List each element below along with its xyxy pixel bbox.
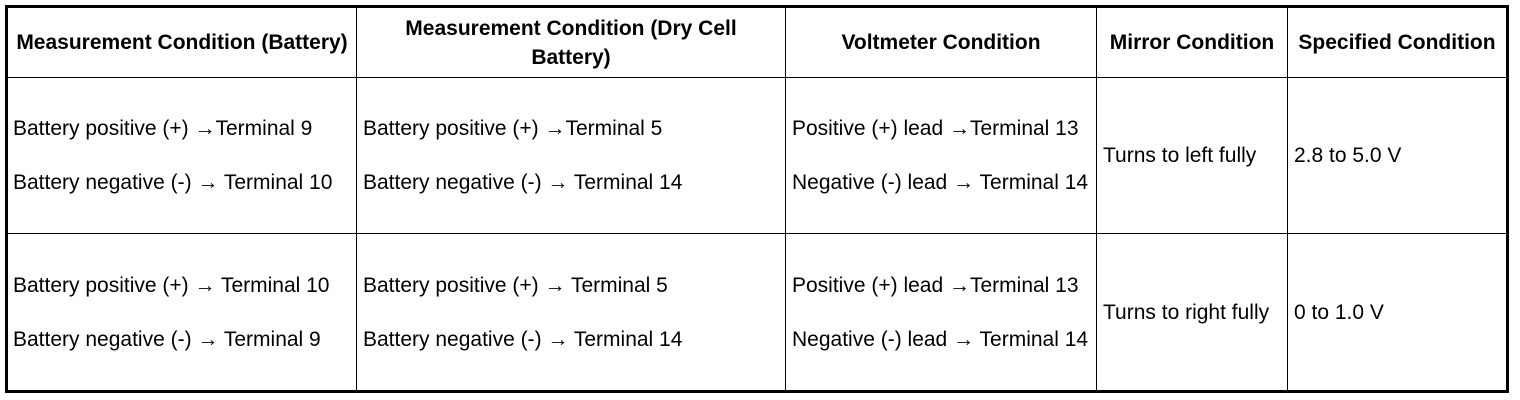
voltmeter-positive-lead: Positive (+) lead →Terminal 13 — [792, 117, 1079, 141]
voltmeter-positive-lead: Positive (+) lead →Terminal 13 — [792, 273, 1079, 297]
cell-voltmeter-condition — [786, 78, 1097, 234]
header-measurement-battery: Measurement Condition (Battery) — [7, 7, 357, 78]
dry-cell-negative-connection: Battery negative (-) → Terminal 14 — [363, 327, 683, 351]
cell-battery-condition — [7, 78, 357, 234]
battery-positive-connection: Battery positive (+) → Terminal 10 — [13, 273, 330, 297]
cell-mirror-condition: Turns to right fully — [1097, 234, 1288, 392]
header-voltmeter-condition: Voltmeter Condition — [786, 7, 1097, 78]
battery-negative-connection: Battery negative (-) → Terminal 9 — [13, 327, 321, 351]
cell-specified-condition: 2.8 to 5.0 V — [1288, 78, 1508, 234]
cell-dry-cell-condition — [357, 234, 786, 392]
dry-cell-positive-connection: Battery positive (+) → Terminal 5 — [363, 273, 668, 297]
battery-negative-connection: Battery negative (-) → Terminal 10 — [13, 171, 333, 195]
header-specified-condition: Specified Condition — [1288, 7, 1508, 78]
header-mirror-condition: Mirror Condition — [1097, 7, 1288, 78]
voltmeter-negative-lead: Negative (-) lead → Terminal 14 — [792, 327, 1089, 351]
table-row — [7, 234, 1508, 392]
dry-cell-positive-connection: Battery positive (+) →Terminal 5 — [363, 117, 663, 141]
cell-dry-cell-condition — [357, 78, 786, 234]
header-measurement-dry-cell: Measurement Condition (Dry Cell Battery) — [357, 7, 786, 78]
header-row — [7, 7, 1508, 78]
table-row — [7, 78, 1508, 234]
dry-cell-negative-connection: Battery negative (-) → Terminal 14 — [363, 171, 683, 195]
cell-voltmeter-condition — [786, 234, 1097, 392]
cell-specified-condition: 0 to 1.0 V — [1288, 234, 1508, 392]
battery-positive-connection: Battery positive (+) →Terminal 9 — [13, 117, 313, 141]
cell-mirror-condition: Turns to left fully — [1097, 78, 1288, 234]
voltmeter-negative-lead: Negative (-) lead → Terminal 14 — [792, 171, 1089, 195]
cell-battery-condition — [7, 234, 357, 392]
specification-table — [5, 5, 1509, 393]
